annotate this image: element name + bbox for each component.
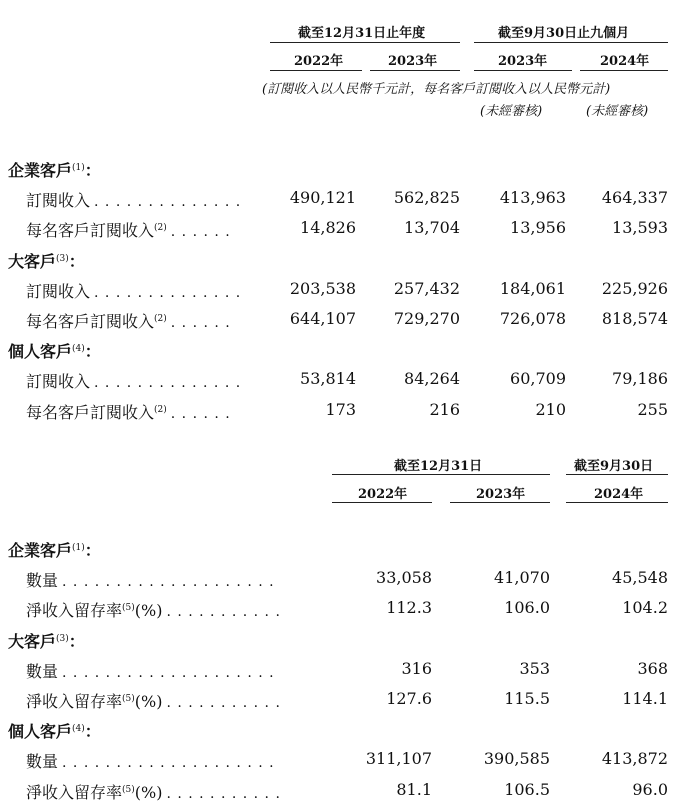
t1-year-2024: 2024年 (600, 54, 650, 69)
cell-value: 84,264 (404, 369, 460, 389)
leader-dots: . . . . . . . . . . . (166, 785, 281, 802)
row-label (26, 188, 241, 211)
section-title (8, 719, 101, 742)
cell-value: 726,078 (499, 309, 566, 328)
t2-year-rule-1 (332, 502, 432, 503)
cell-value: 53,814 (300, 369, 356, 389)
leader-dots: . . . . . . . . . . . (166, 695, 281, 711)
t1-unaudited-2023: (未經審核) (480, 104, 543, 119)
section-note: (1) (72, 163, 85, 173)
cell-value: 41,070 (494, 568, 550, 588)
cell-value: 311,107 (365, 749, 432, 769)
row-label-note: (2) (154, 223, 167, 234)
row-label (26, 369, 241, 392)
cell-value: 114.1 (622, 689, 668, 708)
cell-value: 729,270 (393, 309, 460, 328)
section-colon: ： (84, 722, 101, 742)
t1-year-rule-1 (270, 70, 362, 71)
cell-value: 45,548 (612, 568, 668, 588)
cell-value: 216 (429, 399, 460, 419)
row-label-suffix: (%) (134, 601, 163, 621)
cell-value: 13,956 (510, 218, 566, 238)
leader-dots: . . . . . . . . . . . . . . (94, 194, 242, 211)
t1-group-rule-fy (270, 42, 460, 43)
t2-year-rule-2 (450, 502, 550, 503)
cell-value: 203,538 (289, 278, 356, 298)
section-title-text: 大客戶 (8, 631, 57, 651)
row-label-note: (2) (154, 404, 167, 415)
row-label-text: 淨收入留存率 (26, 782, 123, 802)
leader-dots: . . . . . . . . . . . . . . . . . . . . (62, 755, 275, 772)
cell-value: 464,337 (601, 188, 668, 208)
row-label (26, 749, 275, 772)
leader-dots: . . . . . . (170, 224, 231, 241)
row-label-text: 訂閱收入 (26, 281, 91, 301)
section-title-text: 大客戶 (8, 251, 57, 271)
cell-value: 14,826 (300, 218, 356, 238)
cell-value: 106.0 (504, 598, 550, 618)
row-label-note: (2) (154, 314, 167, 324)
cell-value: 210 (535, 399, 566, 419)
cell-value: 390,585 (483, 749, 550, 769)
section-note: (1) (72, 543, 85, 553)
cell-value: 225,926 (601, 278, 668, 298)
cell-value: 173 (325, 399, 356, 419)
section-title (8, 158, 101, 181)
leader-dots: . . . . . . . . . . . . . . . . . . . . (62, 664, 275, 681)
section-title-text: 企業客戶 (8, 161, 73, 180)
section-note: (4) (72, 344, 85, 355)
row-label-text: 訂閱收入 (26, 191, 91, 211)
cell-value: 562,825 (393, 188, 460, 208)
cell-value: 13,593 (612, 218, 668, 238)
t1-year-rule-2 (370, 70, 460, 71)
row-label (26, 218, 231, 241)
t1-year-2022: 2022年 (294, 54, 344, 69)
t2-group-rule-sep (566, 474, 668, 475)
section-note: (3) (56, 633, 69, 644)
section-title-text: 企業客戶 (8, 541, 73, 560)
t1-year-2023a: 2023年 (388, 54, 438, 69)
cell-value: 490,121 (289, 188, 356, 208)
row-label (26, 598, 281, 621)
row-label (26, 279, 241, 302)
cell-value: 316 (401, 658, 432, 678)
row-label-note: (5) (122, 603, 135, 614)
row-label (26, 780, 281, 803)
t1-year-rule-3 (474, 70, 572, 71)
t1-unit-note: (訂閱收入以人民幣千元計，每名客戶訂閱收入以人民幣元計) (262, 82, 611, 97)
section-colon: ： (84, 541, 101, 560)
row-label (26, 568, 275, 591)
t1-year-rule-4 (580, 70, 668, 71)
cell-value: 353 (519, 658, 550, 678)
cell-value: 257,432 (393, 278, 460, 298)
section-title (8, 249, 85, 272)
t1-group-header-9m: 截至9月30日止九個月 (498, 26, 630, 41)
cell-value: 106.5 (504, 779, 550, 799)
cell-value: 60,709 (510, 369, 566, 389)
t2-group-rule-dec (332, 474, 550, 475)
t2-year-2023: 2023年 (476, 487, 526, 502)
row-label-note: (5) (122, 784, 135, 795)
leader-dots: . . . . . . . . . . . . . . (94, 375, 242, 392)
leader-dots: . . . . . . (170, 315, 231, 331)
section-title (8, 339, 101, 362)
cell-value: 13,704 (404, 218, 460, 238)
leader-dots: . . . . . . (170, 405, 231, 422)
row-label-note: (5) (122, 694, 135, 704)
cell-value: 818,574 (601, 309, 668, 328)
cell-value: 112.3 (386, 598, 432, 618)
t2-group-header-sep: 截至9月30日 (574, 459, 654, 474)
t2-year-2022: 2022年 (358, 487, 408, 502)
row-label (26, 659, 275, 682)
row-label-suffix: (%) (134, 692, 163, 711)
row-label (26, 400, 231, 423)
cell-value: 368 (637, 658, 668, 678)
row-label-suffix: (%) (134, 782, 163, 802)
t1-year-2023b: 2023年 (498, 54, 548, 69)
section-colon: ： (84, 161, 101, 180)
cell-value: 644,107 (289, 309, 356, 328)
cell-value: 413,963 (499, 188, 566, 208)
row-label (26, 309, 231, 332)
cell-value: 33,058 (376, 568, 432, 588)
t1-unaudited-2024: (未經審核) (586, 104, 649, 119)
cell-value: 413,872 (601, 749, 668, 769)
section-note: (3) (56, 253, 69, 264)
row-label-text: 數量 (26, 752, 59, 772)
t2-year-rule-3 (566, 502, 668, 503)
leader-dots: . . . . . . . . . . . . . . . . . . . . (62, 574, 275, 591)
row-label-text: 訂閱收入 (26, 372, 91, 392)
section-title (8, 629, 85, 652)
cell-value: 81.1 (396, 779, 432, 799)
cell-value: 79,186 (612, 369, 668, 389)
t1-group-header-fy: 截至12月31日止年度 (298, 26, 426, 41)
section-title-text: 個人客戶 (8, 342, 73, 362)
leader-dots: . . . . . . . . . . . . . . (94, 284, 242, 301)
row-label-text: 淨收入留存率 (26, 692, 123, 711)
t2-group-header-dec: 截至12月31日 (394, 459, 483, 474)
cell-value: 255 (637, 399, 668, 419)
t1-group-rule-9m (474, 42, 668, 43)
cell-value: 115.5 (504, 689, 550, 708)
cell-value: 96.0 (632, 779, 668, 799)
row-label-text: 每名客戶訂閱收入 (26, 402, 155, 422)
cell-value: 127.6 (386, 689, 432, 708)
section-title-text: 個人客戶 (8, 722, 73, 742)
row-label-text: 數量 (26, 661, 59, 681)
row-label-text: 數量 (26, 571, 59, 591)
t2-year-2024: 2024年 (594, 487, 644, 502)
cell-value: 184,061 (499, 278, 566, 298)
row-label (26, 689, 281, 712)
section-note: (4) (72, 724, 85, 735)
cell-value: 104.2 (622, 598, 668, 618)
section-title (8, 538, 101, 561)
row-label-text: 每名客戶訂閱收入 (26, 221, 155, 241)
row-label-text: 每名客戶訂閱收入 (26, 312, 155, 331)
leader-dots: . . . . . . . . . . . (166, 604, 281, 621)
section-colon: ： (68, 251, 85, 271)
section-colon: ： (84, 342, 101, 362)
section-colon: ： (68, 631, 85, 651)
row-label-text: 淨收入留存率 (26, 601, 123, 621)
